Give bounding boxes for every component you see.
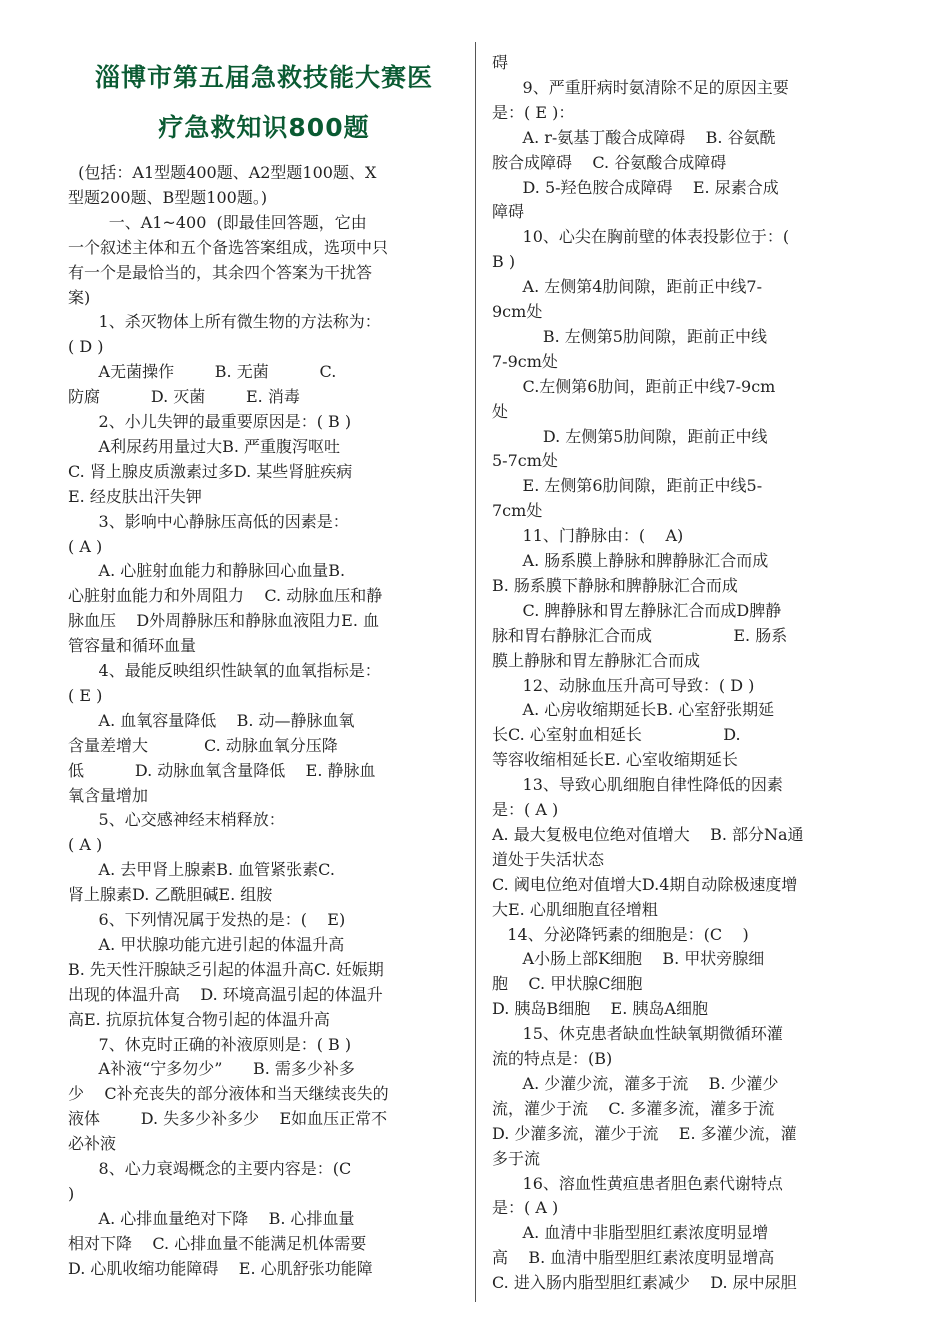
text-line: 高 B. 血清中脂型胆红素浓度明显增高 — [492, 1248, 775, 1268]
text-line: 多于流 — [492, 1148, 541, 1168]
text-line: D. 左侧第5肋间隙，距前正中线 — [492, 426, 768, 446]
text-line: A. 少灌少流，灌多于流 B. 少灌少 — [492, 1073, 779, 1093]
text-line: B. 左侧第5肋间隙，距前正中线 — [492, 326, 767, 346]
page-title-line-1: 淄博市第五届急救技能大赛医 — [94, 63, 433, 92]
text-line: 型题200题、B型题100题。) — [68, 187, 268, 207]
text-line: A. r-氨基丁酸合成障碍 B. 谷氨酰 — [492, 127, 776, 147]
text-line: 相对下降 C. 心排血量不能满足机体需要 — [68, 1233, 367, 1253]
text-line: ( E ) — [68, 685, 103, 705]
text-line: C.左侧第6肋间，距前正中线7-9cm — [492, 376, 776, 396]
text-line: 2、小儿失钾的最重要原因是：( B ) — [68, 412, 352, 431]
text-line: 3、影响中心静脉压高低的因素是： — [68, 511, 349, 531]
text-line: E. 左侧第6肋间隙，距前正中线5- — [492, 476, 763, 496]
text-line: 10、心尖在胸前壁的体表投影位于：( — [492, 227, 790, 247]
text-line: 障碍 — [492, 202, 525, 222]
text-line: A. 心排血量绝对下降 B. 心排血量 — [68, 1208, 355, 1228]
text-line: A利尿药用量过大B. 严重腹泻呕吐 — [68, 436, 341, 456]
text-line: 防腐 D. 灭菌 E. 消毒 — [68, 387, 300, 407]
text-line: 大E. 心肌细胞直径增粗 — [492, 899, 658, 919]
text-line: A. 肠系膜上静脉和脾静脉汇合而成 — [492, 551, 769, 570]
text-line: 4、最能反映组织性缺氧的血氧指标是： — [68, 661, 381, 680]
text-line: 8、心力衰竭概念的主要内容是：(C — [68, 1159, 352, 1178]
text-line: (包括：A1型题400题、A2型题100题、X — [68, 163, 377, 182]
text-line: A. 心脏射血能力和静脉回心血量B. — [68, 561, 346, 581]
text-line: 是：( A ) — [492, 1198, 559, 1218]
text-line: 12、动脉血压升高可导致：( D ) — [492, 675, 755, 695]
text-line: B. 肠系膜下静脉和脾静脉汇合而成 — [492, 575, 738, 595]
text-line: 长C. 心室射血相延长 D. — [492, 725, 741, 745]
text-line: 7-9cm处 — [492, 351, 558, 371]
text-line: 是：( E )： — [492, 102, 575, 122]
text-line: 7cm处 — [492, 501, 543, 521]
text-line: A. 去甲肾上腺素B. 血管紧张素C. — [68, 860, 335, 880]
text-line: B. 先天性汗腺缺乏引起的体温升高C. 妊娠期 — [68, 959, 384, 979]
text-line: D. 胰岛B细胞 E. 胰岛A细胞 — [492, 999, 708, 1019]
text-line: B ) — [492, 252, 516, 272]
text-line: C. 肾上腺皮质激素过多D. 某些肾脏疾病 — [68, 461, 353, 481]
text-line: 处 — [492, 401, 509, 421]
text-line: 脉和胃右静脉汇合而成 E. 肠系 — [492, 625, 788, 645]
text-line: C. 脾静脉和胃左静脉汇合而成D脾静 — [492, 600, 782, 620]
text-line: A. 左侧第4肋间隙，距前正中线7- — [492, 277, 763, 297]
text-line: 肾上腺素D. 乙酰胆碱E. 组胺 — [68, 885, 273, 905]
text-line: 5、心交感神经末梢释放： — [68, 810, 285, 830]
text-line: 6、下列情况属于发热的是：( E) — [68, 910, 346, 929]
text-line: 高E. 抗原抗体复合物引起的体温升高 — [68, 1009, 330, 1029]
text-line: 1、杀灭物体上所有微生物的方法称为： — [68, 312, 381, 332]
text-line: 流，灌少于流 C. 多灌多流，灌多于流 — [492, 1098, 775, 1118]
text-line: D. 心肌收缩功能障碍 E. 心肌舒张功能障 — [68, 1258, 373, 1278]
text-line: 碍 — [492, 53, 509, 72]
text-line: 管容量和循环血量 — [68, 636, 197, 656]
text-line: D. 少灌多流，灌少于流 E. 多灌少流，灌 — [492, 1123, 797, 1143]
text-line: 低 D. 动脉血氧含量降低 E. 静脉血 — [68, 760, 376, 780]
text-line: 胺合成障碍 C. 谷氨酸合成障碍 — [492, 152, 727, 172]
text-line: 出现的体温升高 D. 环境高温引起的体温升 — [68, 984, 383, 1004]
text-line: A. 甲状腺功能亢进引起的体温升高 — [68, 934, 345, 954]
text-line: 11、门静脉由：( A) — [492, 526, 684, 546]
text-line: 是：( A ) — [492, 800, 559, 819]
text-line: ) — [68, 1183, 75, 1203]
text-line: 脉血压 D外周静脉压和静脉血液阻力E. 血 — [68, 611, 380, 631]
text-line: 心脏射血能力和外周阻力 C. 动脉血压和静 — [68, 586, 383, 606]
text-line: 案) — [68, 287, 91, 307]
text-line: 有一个是最恰当的，其余四个答案为干扰答 — [68, 262, 373, 282]
text-line: 氧含量增加 — [68, 785, 149, 805]
text-line: 液体 D. 失多少补多少 E如血压正常不 — [68, 1109, 388, 1129]
text-line: 13、导致心肌细胞自律性降低的因素 — [492, 775, 783, 795]
text-line: ( A ) — [68, 835, 103, 855]
text-line: A. 最大复极电位绝对值增大 B. 部分Na通 — [492, 824, 804, 844]
text-line: 5-7cm处 — [492, 451, 558, 471]
text-line: D. 5-羟色胺合成障碍 E. 尿素合成 — [492, 177, 779, 197]
text-line: A. 心房收缩期延长B. 心室舒张期延 — [492, 700, 775, 720]
text-line: C. 进入肠内脂型胆红素减少 D. 尿中尿胆 — [492, 1273, 797, 1293]
text-line: A. 血氧容量降低 B. 动—静脉血氧 — [68, 710, 355, 730]
text-line: E. 经皮肤出汗失钾 — [68, 486, 202, 506]
text-line: 少 C补充丧失的部分液体和当天继续丧失的 — [68, 1084, 389, 1104]
text-line: A. 血清中非脂型胆红素浓度明显增 — [492, 1223, 769, 1243]
text-line: 膜上静脉和胃左静脉汇合而成 — [492, 650, 701, 670]
text-line: 9cm处 — [492, 302, 543, 321]
text-line: 道处于失活状态 — [492, 849, 605, 869]
text-line: ( D ) — [68, 337, 104, 357]
text-line: 一个叙述主体和五个备选答案组成，选项中只 — [68, 237, 389, 257]
text-line: A小肠上部K细胞 B. 甲状旁腺细 — [492, 949, 765, 969]
text-line: 14、分泌降钙素的细胞是：(C ) — [492, 924, 749, 944]
text-line: 一、A1~400 (即最佳回答题，它由 — [68, 212, 367, 232]
text-line: 流的特点是：(B) — [492, 1049, 613, 1068]
text-line: 等容收缩相延长E. 心室收缩期延长 — [492, 750, 738, 770]
text-line: ( A ) — [68, 536, 103, 556]
text-line: 含量差增大 C. 动脉血氧分压降 — [68, 735, 338, 755]
page-title-line-2: 疗急救知识800题 — [158, 113, 370, 142]
text-line: A无菌操作 B. 无菌 C. — [68, 362, 337, 382]
column-divider — [475, 42, 476, 1302]
text-line: C. 阈电位绝对值增大D.4期自动除极速度增 — [492, 874, 798, 894]
text-line: 胞 C. 甲状腺C细胞 — [492, 974, 643, 994]
text-line: 15、休克患者缺血性缺氧期微循环灌 — [492, 1024, 783, 1044]
text-line: 9、严重肝病时氨清除不足的原因主要 — [492, 77, 789, 97]
text-line: A补液“宁多勿少” B. 需多少补多 — [68, 1059, 355, 1079]
text-line: 16、溶血性黄疸患者胆色素代谢特点 — [492, 1173, 783, 1193]
text-line: 7、休克时正确的补液原则是：( B ) — [68, 1034, 352, 1054]
text-line: 必补液 — [68, 1134, 117, 1154]
